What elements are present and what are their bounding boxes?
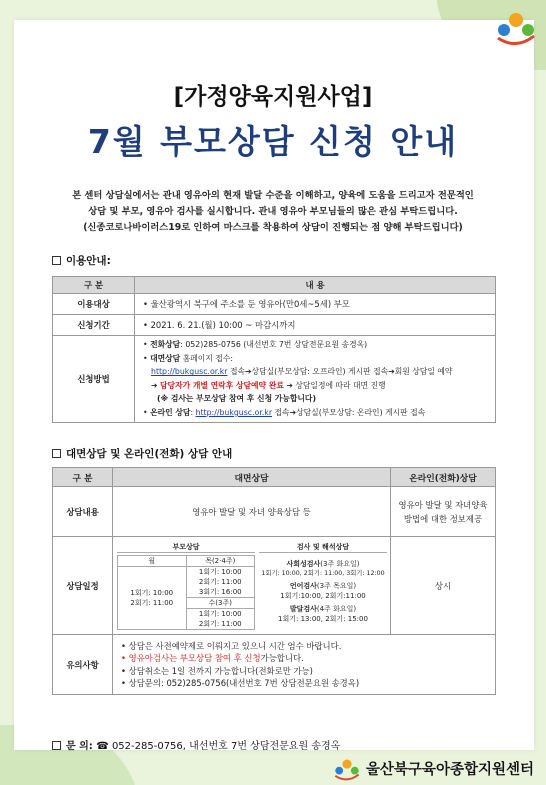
note-2: • 영유아검사는 부모상담 참여 후 신청가능합니다. <box>121 653 304 663</box>
row-value: • 울산광역시 북구에 주소를 둔 영유아(만0세~5세) 부모 <box>135 294 496 315</box>
col-header: 대면상담 <box>113 468 391 487</box>
row-label: 이용대상 <box>53 294 135 315</box>
row-value: • 2021. 6. 21.(월) 10:00 ~ 마감시까지 <box>135 315 496 336</box>
row-label: 상담일정 <box>53 537 113 635</box>
table-row <box>53 487 496 537</box>
method-visit-path: http://bukgusc.or.kr 접속➔상담실(부모상담: 오프라인) 게시판 접속➔회원 상담일 예약 <box>151 367 453 377</box>
online-link[interactable]: http://bukgusc.or.kr <box>195 407 273 417</box>
usage-table <box>52 276 496 423</box>
usage-heading: 이용안내: <box>52 253 111 268</box>
table-row <box>53 537 496 635</box>
thu-label: 목(2·4주) <box>186 555 255 566</box>
contact-line <box>52 737 340 752</box>
schedule-cell <box>113 537 391 635</box>
note-4: • 상담문의: 052)285-0756(내선번호 7번 상담전문요원 송경옥) <box>121 678 360 688</box>
col-header: 구 분 <box>53 468 113 487</box>
lang-times: 1회기:10:00, 2회기:11:00 <box>280 592 366 601</box>
phone-icon: ☎ <box>96 741 109 752</box>
method-visit: • 대면상담 홈페이지 접수: <box>143 353 233 363</box>
checkbox-icon <box>52 741 61 750</box>
schedule-inner <box>113 538 390 634</box>
dev-times: 1회기: 13:00, 2회기: 15:00 <box>278 614 368 623</box>
table-row <box>53 468 496 487</box>
title-category: [가정양육지원사업] <box>173 84 373 110</box>
wed-times: 1회기: 10:00 2회기: 11:00 <box>186 608 255 629</box>
checkbox-icon <box>52 256 61 265</box>
organization-name: 울산북구육아종합지원센터 <box>365 761 534 778</box>
col-header: 내 용 <box>135 277 496 294</box>
test-schedule-header: 검사 및 해석상담 <box>259 542 387 553</box>
table-row <box>53 277 496 294</box>
method-phone: • 전화상담: 052)285-0756 (내선번호 7번 상담전문요원 송경옥) <box>143 340 368 349</box>
col-header: 온라인(전화)상담 <box>391 468 496 487</box>
table-row <box>118 555 255 566</box>
counsel-table <box>52 467 496 695</box>
mon-times: 1회기: 10:00 2회기: 11:00 <box>118 566 187 629</box>
page-title: 7월 부모상담 신청 안내 <box>87 122 459 161</box>
row-label: 신청방법 <box>53 336 135 423</box>
intro-line-2: 상담 및 부모, 영유아 검사를 실시합니다. 관내 영유아 부모님들의 많은 관심 부탁드립니다. <box>88 206 458 217</box>
intro-line-3: (신종코로나바이러스19로 인하여 마스크를 착용하여 상담이 진행되는 점 양해 부탁드립니다) <box>83 222 463 233</box>
thu-times: 1회기: 10:00 2회기: 11:00 3회기: 16:00 <box>186 566 255 597</box>
method-online: • 온라인 상담: http://bukgusc.or.kr 접속➔상담실(부모상담: 온라인) 게시판 접속 <box>143 407 426 417</box>
contact-label: 문 의: <box>66 741 93 752</box>
center-logo-icon <box>332 755 362 781</box>
parent-schedule-header: 부모상담 <box>117 542 255 553</box>
counsel-heading: 대면상담 및 온라인(전화) 상담 안내 <box>52 446 232 461</box>
table-row <box>53 294 496 315</box>
parent-schedule-table <box>117 555 255 630</box>
lang-test: 언어검사(3주 목요일) <box>289 582 357 591</box>
row-label: 신청기간 <box>53 315 135 336</box>
parent-schedule <box>117 542 255 630</box>
intro-text <box>40 188 506 236</box>
method-visit-note: (※ 검사는 부모상담 참여 후 신청 가능합니다) <box>157 394 317 404</box>
row-label: 상담내용 <box>53 487 113 537</box>
table-row <box>118 566 255 597</box>
table-row <box>53 635 496 695</box>
method-visit-process: ➔ 담당자가 개별 연락후 상담예약 완료 ➔ 상담일정에 따라 대면 진행 <box>151 380 386 390</box>
row-value <box>135 336 496 423</box>
col-header: 구 분 <box>53 277 135 294</box>
row-label: 유의사항 <box>53 635 113 695</box>
table-row <box>53 315 496 336</box>
schedule-online: 상시 <box>391 537 496 635</box>
notes-cell <box>113 635 496 695</box>
organization-footer <box>332 755 534 781</box>
intro-line-1: 본 센터 상담실에서는 관내 영유아의 현재 발달 수준을 이해하고, 양육에 도움을 드리고자 전문적인 <box>72 190 474 201</box>
dev-test: 발달검사(4주 화요일) <box>289 604 357 613</box>
homepage-link[interactable]: http://bukgusc.or.kr <box>151 367 228 377</box>
mon-label: 월 <box>118 555 187 566</box>
center-logo-icon <box>494 6 538 46</box>
content-offline: 영유아 발달 및 자녀 양육상담 등 <box>113 487 391 537</box>
social-times: 1회기: 10:00, 2회기: 11:00, 3회기: 12:00 <box>261 569 385 577</box>
content-online: 영유아 발달 및 자녀양육 방법에 대한 정보제공 <box>391 487 496 537</box>
note-3: • 상담취소는 1일 전까지 가능합니다(전화로만 가능) <box>121 665 313 676</box>
contact-value: 052-285-0756, 내선번호 7번 상담전문요원 송경옥 <box>108 741 341 752</box>
social-test: 사회성검사(3주 화요일) <box>286 559 360 568</box>
test-schedule <box>259 542 387 624</box>
note-1: • 상담은 사전예약제로 이뤄지고 있으니 시간 엄수 바랍니다. <box>121 640 342 651</box>
wed-label: 수(3주) <box>186 597 255 608</box>
table-row <box>53 336 496 423</box>
checkbox-icon <box>52 449 61 458</box>
